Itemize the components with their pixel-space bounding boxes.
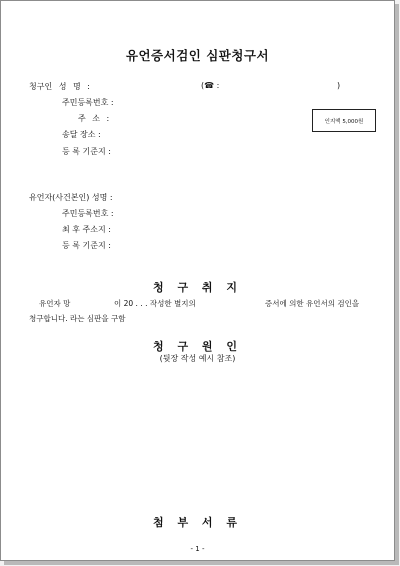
page-number: - 1 -: [190, 545, 205, 553]
claimant-name-label: 청구인 성 명 :: [29, 82, 90, 91]
purpose-line1-a: 유언자 망: [39, 299, 71, 308]
purpose-line2: 청구합니다. 라는 심판을 구함: [29, 314, 126, 323]
attachments-heading: 첨 부 서 류: [153, 516, 242, 529]
claimant-phone-open: (☎ :: [201, 81, 220, 90]
purpose-heading: 청 구 취 지: [153, 281, 242, 294]
purpose-line1-b: 이 20 . . . 작성한 별지의: [114, 299, 196, 308]
cause-heading: 청 구 원 인: [153, 340, 242, 353]
claimant-rrn-label: 주민등록번호 :: [62, 98, 114, 107]
claimant-phone-close: ): [337, 81, 341, 90]
testator-last-address-label: 최 후 주소지 :: [62, 225, 111, 234]
document-title: 유언증서검인 심판청구서: [125, 48, 270, 63]
testator-registry-label: 등 록 기준지 :: [62, 241, 111, 250]
testator-name-label: 유언자(사건본인) 성명 :: [29, 193, 113, 202]
claimant-address-label: 주 소 :: [78, 114, 110, 123]
testator-rrn-label: 주민등록번호 :: [62, 209, 114, 218]
claimant-registry-label: 등 록 기준지 :: [62, 147, 111, 156]
cause-note: (뒷장 작성 예시 참조): [159, 354, 236, 363]
revenue-stamp-box: 인지액 5,000원: [312, 109, 376, 132]
claimant-service-address-label: 송달 장소 :: [62, 130, 101, 139]
purpose-line1-c: 증서에 의한 유언서의 검인을: [265, 299, 360, 308]
